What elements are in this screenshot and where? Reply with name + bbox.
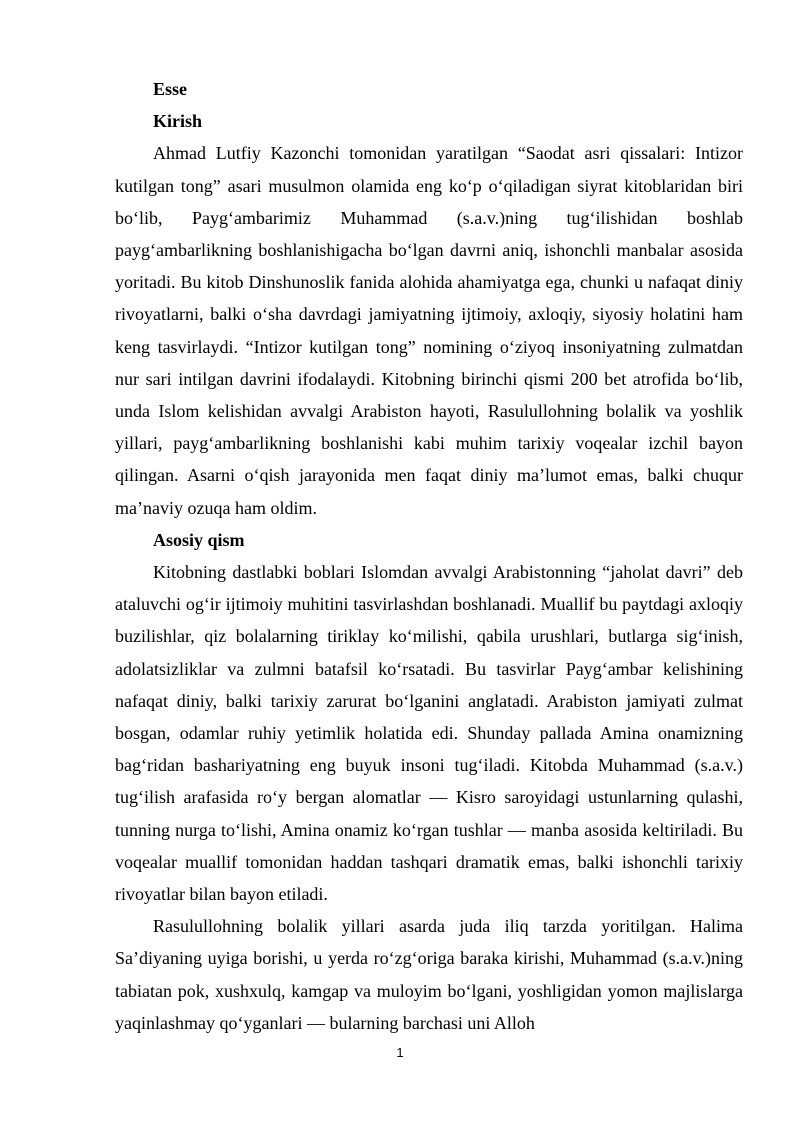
section-heading-main-part: Asosiy qism <box>153 529 245 550</box>
document-body <box>115 73 743 1039</box>
section-heading-introduction: Kirish <box>153 111 203 132</box>
paragraph: Kitobning dastlabki boblari Islomdan avvalgi Arabistonning “jaholat davri” deb ataluvchi og‘ir ijtimoiy muhitini tasvirlashdan boshlanadi. Muallif bu paytdagi axloqiy buzilishlar, qiz bolalarning tiriklay ko‘milishi, qabila urushlari, butlarga sig‘inish, adolatsizliklar va zulmni batafsil ko‘rsatadi. Bu tasvirlar Payg‘ambar kelishining nafaqat diniy, balki tarixiy zarurat bo‘lganini anglatadi. Arabiston jamiyati zulmat bosgan, odamlar ruhiy yetimlik holatida edi. Shunday pallada Amina onamizning bag‘ridan bashariyatning eng buyuk insoni tug‘iladi. Kitobda Muhammad (s.a.v.) tug‘ilish arafasida ro‘y bergan alomatlar — Kisro saroyidagi ustunlarning qulashi, tunning nurga to‘lishi, Amina onamiz ko‘rgan tushlar — manba asosida keltiriladi. Bu voqealar muallif tomonidan haddan tashqari dramatik emas, balki ishonchli tarixiy rivoyatlar bilan bayon etiladi. <box>115 562 743 905</box>
document-title: Esse <box>153 79 188 99</box>
paragraph: Rasulullohning bolalik yillari asarda juda iliq tarzda yoritilgan. Halima Sa’diyaning uyiga borishi, u yerda ro‘zg‘origa baraka kirishi, Muhammad (s.a.v.)ning tabiatan pok, xushxulq, kamgap va muloyim bo‘lgani, yoshligidan yomon majlislarga yaqinlashmay qo‘yganlari — bularning barchasi uni Alloh <box>115 916 743 1033</box>
page-number: 1 <box>396 1045 404 1060</box>
paragraph: Ahmad Lutfiy Kazonchi tomonidan yaratilgan “Saodat asri qissalari: Intizor kutilgan tong” asari musulmon olamida eng ko‘p o‘qiladigan siyrat kitoblaridan biri bo‘lib, Payg‘ambarimiz Muhammad (s.a.v.)ning tug‘ilishidan boshlab payg‘ambarlikning boshlanishigacha bo‘lgan davrni aniq, ishonchli manbalar asosida yoritadi. Bu kitob Dinshunoslik fanida alohida ahamiyatga ega, chunki u nafaqat diniy rivoyatlarni, balki o‘sha davrdagi jamiyatning ijtimoiy, axloqiy, siyosiy holatini ham keng tasvirlaydi. “Intizor kutilgan tong” nomining o‘ziyoq insoniyatning zulmatdan nur sari intilgan davrini ifodalaydi. Kitobning birinchi qismi 200 bet atrofida bo‘lib, unda Islom kelishidan avvalgi Arabiston hayoti, Rasulullohning bolalik va yoshlik yillari, payg‘ambarlikning boshlanishi kabi muhim tarixiy voqealar izchil bayon qilingan. Asarni o‘qish jarayonida men faqat diniy ma’lumot emas, balki chuqur ma’naviy ozuqa ham oldim. <box>115 143 743 518</box>
